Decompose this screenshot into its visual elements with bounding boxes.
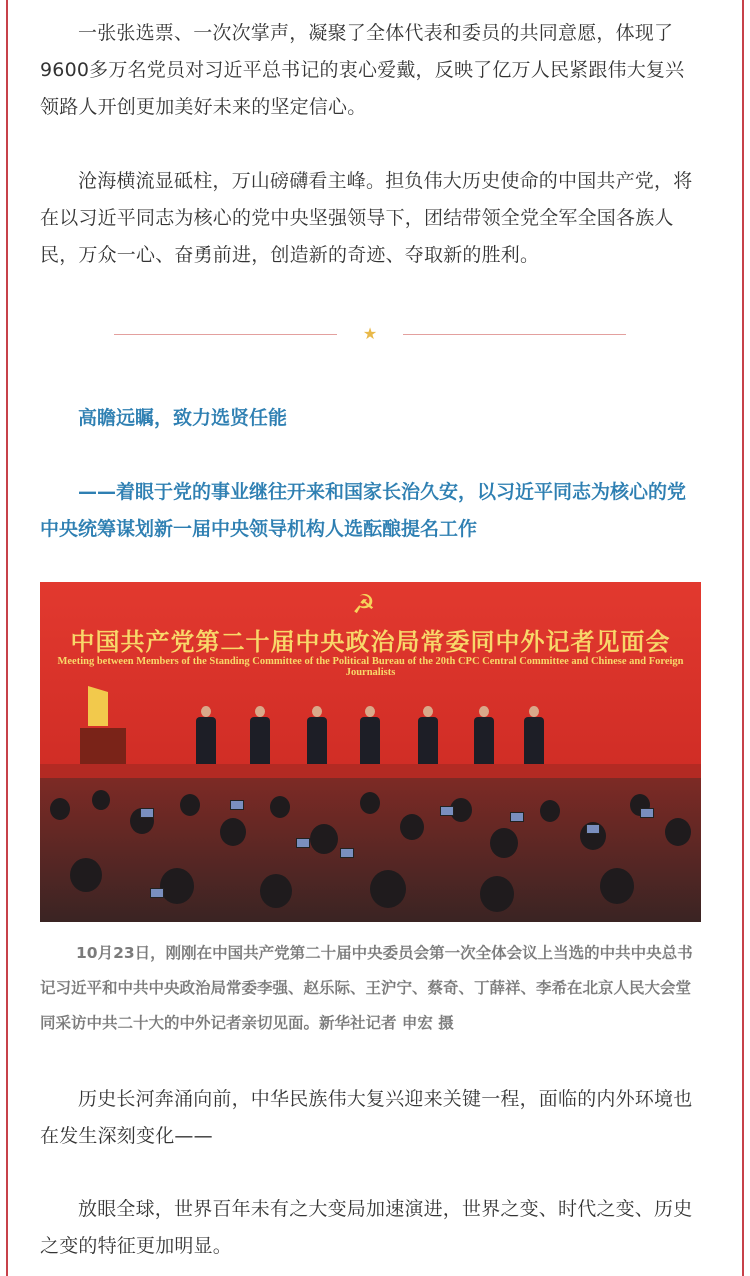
party-emblem-icon: ☭: [352, 590, 376, 620]
standing-person: [418, 706, 438, 764]
podium: [80, 728, 126, 768]
section-subheading: ——着眼于党的事业继往开来和国家长治久安，以习近平同志为核心的党中央统筹谋划新一届中央领导机构人选酝酿提名工作: [40, 481, 687, 540]
left-border-line: [6, 0, 8, 1276]
journalist-crowd: [40, 778, 701, 922]
standing-person: [360, 706, 380, 764]
divider-line-left: [114, 334, 337, 335]
article-paragraph: 放眼全球，世界百年未有之大变局加速演进，世界之变、时代之变、历史之变的特征更加明显。: [40, 1198, 693, 1257]
right-border-line: [742, 0, 744, 1276]
divider-line-right: [403, 334, 626, 335]
standing-person: [307, 706, 327, 764]
article-paragraph: 一张张选票、一次次掌声，凝聚了全体代表和委员的共同意愿，体现了9600多万名党员对习近平总书记的衷心爱戴，反映了亿万人民紧跟伟大复兴领路人开创更加美好未来的坚定信心。: [40, 22, 685, 118]
section-heading: 高瞻远瞩，致力选贤任能: [78, 407, 288, 429]
star-icon: ★: [362, 324, 378, 343]
flag-icon: [88, 686, 108, 726]
standing-person: [196, 706, 216, 764]
standing-person: [474, 706, 494, 764]
photo-banner-chinese: 中国共产党第二十届中央政治局常委同中外记者见面会: [70, 627, 671, 656]
article-paragraph: 历史长河奔涌向前，中华民族伟大复兴迎来关键一程，面临的内外环境也在发生深刻变化——: [40, 1088, 693, 1147]
news-photo[interactable]: [40, 582, 701, 922]
photo-banner-english: Meeting between Members of the Standing Committee of the Political Bureau of the 20th CPC Central Committee and Chinese and Foreign Journalists: [57, 656, 684, 678]
standing-person: [250, 706, 270, 764]
photo-caption: 10月23日，刚刚在中国共产党第二十届中央委员会第一次全体会议上当选的中共中央总书记习近平和中共中央政治局常委李强、赵乐际、王沪宁、蔡奇、丁薛祥、李希在北京人民大会堂同采访中共二十大的中外记者亲切见面。新华社记者 申宏 摄: [40, 944, 693, 1032]
section-divider: [114, 323, 626, 347]
standing-person: [524, 706, 544, 764]
article-paragraph: 沧海横流显砥柱，万山磅礴看主峰。担负伟大历史使命的中国共产党，将在以习近平同志为核心的党中央坚强领导下，团结带领全党全军全国各族人民，万众一心、奋勇前进，创造新的奇迹、夺取新的胜利。: [40, 170, 693, 266]
